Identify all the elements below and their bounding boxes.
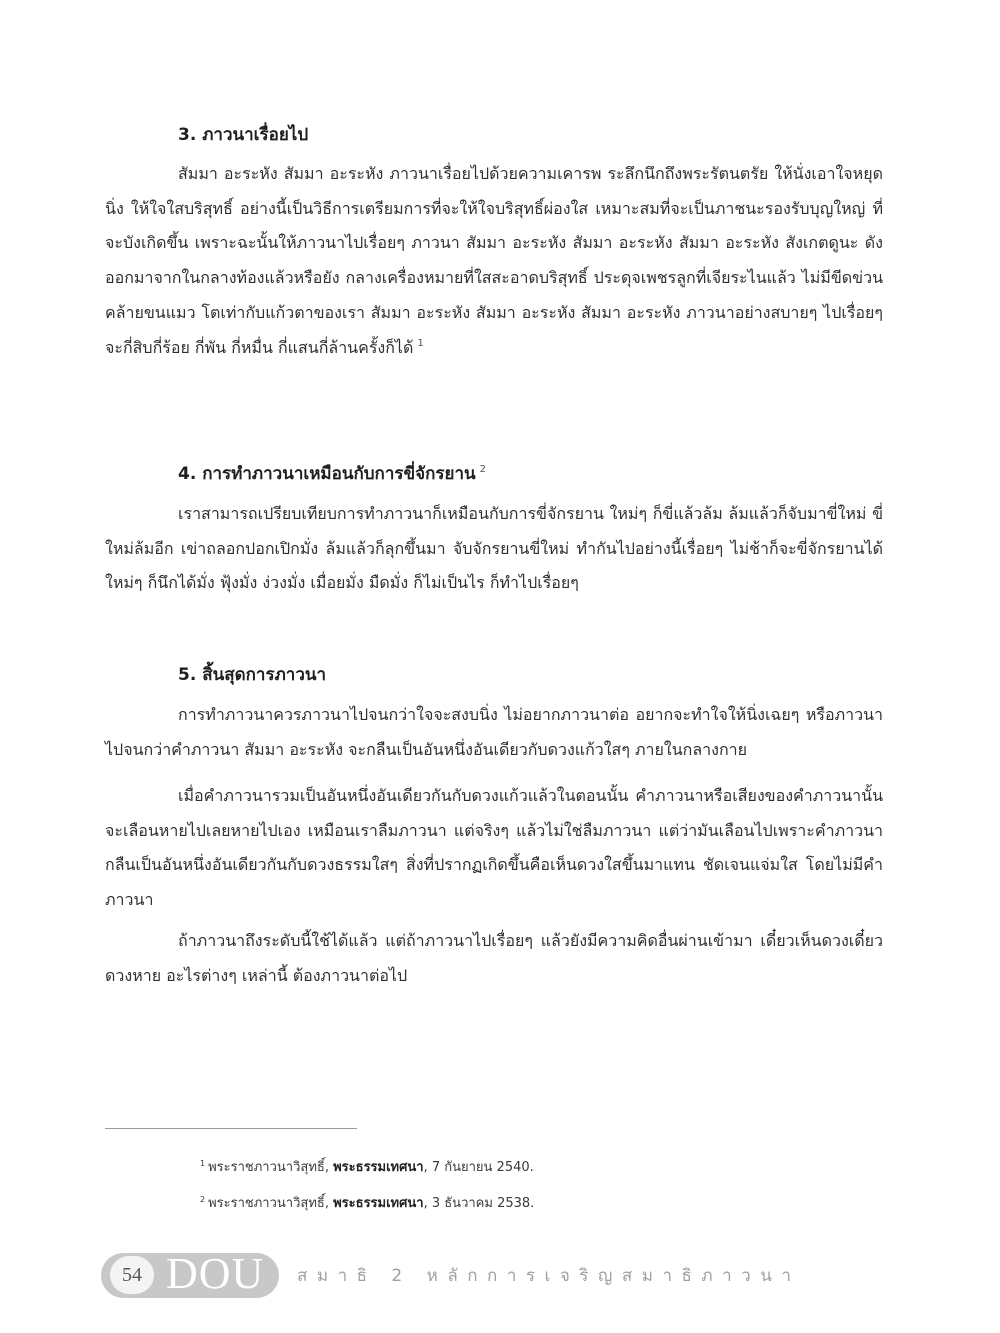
paragraph-text: สัมมา อะระหัง สัมมา อะระหัง ภาวนาเรื่อยไปด้วยความเคารพ ระลึกนึกถึงพระรัตนตรัย ให้นั่งเอาใจหยุดนิ่ง ให้ใจใสบริสุทธิ์ อย่างนี้เป็นวิธีการเตรียมการที่จะให้ใจบริสุทธิ์ผ่องใส เหมาะสมที่จะเป็นภาชนะรองรับบุญใหญ่ ที่จะบังเกิดขึ้น เพราะฉะนั้นให้ภาวนาไปเรื่อยๆ ภาวนา สัมมา อะระหัง สัมมา อะระหัง สัมมา อะระหัง สังเกตดูนะ ดังออกมาจากในกลางท้องแล้วหรือยัง กลางเครื่องหมายที่ใสสะอาดบริสุทธิ์ ประดุจเพชรลูกที่เจียระไนแล้ว ไม่มีขีดข่วนคล้ายขนแมว โตเท่ากับแก้วตาของเรา สัมมา อะระหัง สัมมา อะระหัง สัมมา อะระหัง ภาวนาอย่างสบายๆ ไปเรื่อยๆ จะกี่สิบกี่ร้อย กี่พัน กี่หมื่น กี่แสนกี่ล้านครั้งก็ได้ — [105, 164, 883, 357]
section-heading-4 — [178, 460, 486, 487]
section-heading-3: 3. ภาวนาเรื่อยไป — [178, 125, 309, 145]
section-5-paragraph-1: การทำภาวนาควรภาวนาไปจนกว่าใจจะสงบนิ่ง ไม่อยากภาวนาต่อ อยากจะทำใจให้นิ่งเฉยๆ หรือภาวนาไปจนกว่าคำภาวนา สัมมา อะระหัง จะกลืนเป็นอันหนึ่งอันเดียวกับดวงแก้วใสๆ ภายในกลางกาย — [105, 705, 883, 759]
section-4-paragraph: เราสามารถเปรียบเทียบการทำภาวนาก็เหมือนกับการขี่จักรยาน ใหม่ๆ ก็ขี่แล้วล้ม ล้มแล้วก็จับมาขี่ใหม่ ขี่ใหม่ล้มอีก เข่าถลอกปอกเปิกมั่ง ล้มแล้วก็ลุกขึ้นมา จับจักรยานขี่ใหม่ ทำกันไปอย่างนี้เรื่อยๆ ไม่ช้าก็จะขี่จักรยานได้ ใหม่ๆ ก็นึกได้มั่ง ฟุ้งมั่ง ง่วงมั่ง เมื่อยมั่ง มืดมั่ง ก็ไม่เป็นไร ก็ทำไปเรื่อยๆ — [105, 504, 883, 593]
footnote-date: , 3 ธันวาคม 2538. — [423, 1196, 535, 1211]
footnote-1 — [200, 1156, 534, 1177]
footnote-divider — [105, 1128, 357, 1129]
footnote-number: 2 — [200, 1194, 206, 1204]
section-3-paragraph — [105, 157, 883, 365]
page-number: 54 — [110, 1256, 154, 1294]
footnote-title: พระธรรมเทศนา — [333, 1160, 424, 1175]
footnote-title: พระธรรมเทศนา — [333, 1196, 424, 1211]
footnote-author: พระราชภาวนาวิสุทธิ์, — [208, 1196, 329, 1211]
section-heading-5: 5. สิ้นสุดการภาวนา — [178, 665, 327, 685]
book-title: สมาธิ 2 หลักการเจริญสมาธิภาวนา — [297, 1266, 801, 1286]
footnote-number: 1 — [200, 1158, 206, 1168]
footnote-2 — [200, 1192, 534, 1213]
section-5-paragraph-3: ถ้าภาวนาถึงระดับนี้ใช้ได้แล้ว แต่ถ้าภาวนาไปเรื่อยๆ แล้วยังมีความคิดอื่นผ่านเข้ามา เดี๋ยวเห็นดวงเดี๋ยวดวงหาย อะไรต่างๆ เหล่านี้ ต้องภาวนาต่อไป — [105, 931, 883, 985]
section-5-paragraph-2: เมื่อคำภาวนารวมเป็นอันหนึ่งอันเดียวกันกับดวงแก้วแล้วในตอนนั้น คำภาวนาหรือเสียงของคำภาวนานั้นจะเลือนหายไปเลยหายไปเอง เหมือนเราลืมภาวนา แต่จริงๆ แล้วไม่ใช่ลืมภาวนา แต่ว่ามันเลือนไปเพราะคำภาวนากลืนเป็นอันหนึ่งอันเดียวกันกับดวงธรรมใสๆ สิ่งที่ปรากฏเกิดขึ้นคือเห็นดวงใสขึ้นมาแทน ชัดเจนแจ่มใส โดยไม่มีคำภาวนา — [105, 786, 883, 910]
footnote-ref-2[interactable]: 2 — [479, 464, 487, 476]
footnote-ref-1[interactable]: 1 — [417, 338, 424, 350]
brand-logo: DOU — [166, 1249, 265, 1298]
footnote-author: พระราชภาวนาวิสุทธิ์, — [208, 1160, 329, 1175]
section-heading-4-text: 4. การทำภาวนาเหมือนกับการขี่จักรยาน — [178, 464, 476, 484]
footnote-date: , 7 กันยายน 2540. — [423, 1160, 534, 1175]
